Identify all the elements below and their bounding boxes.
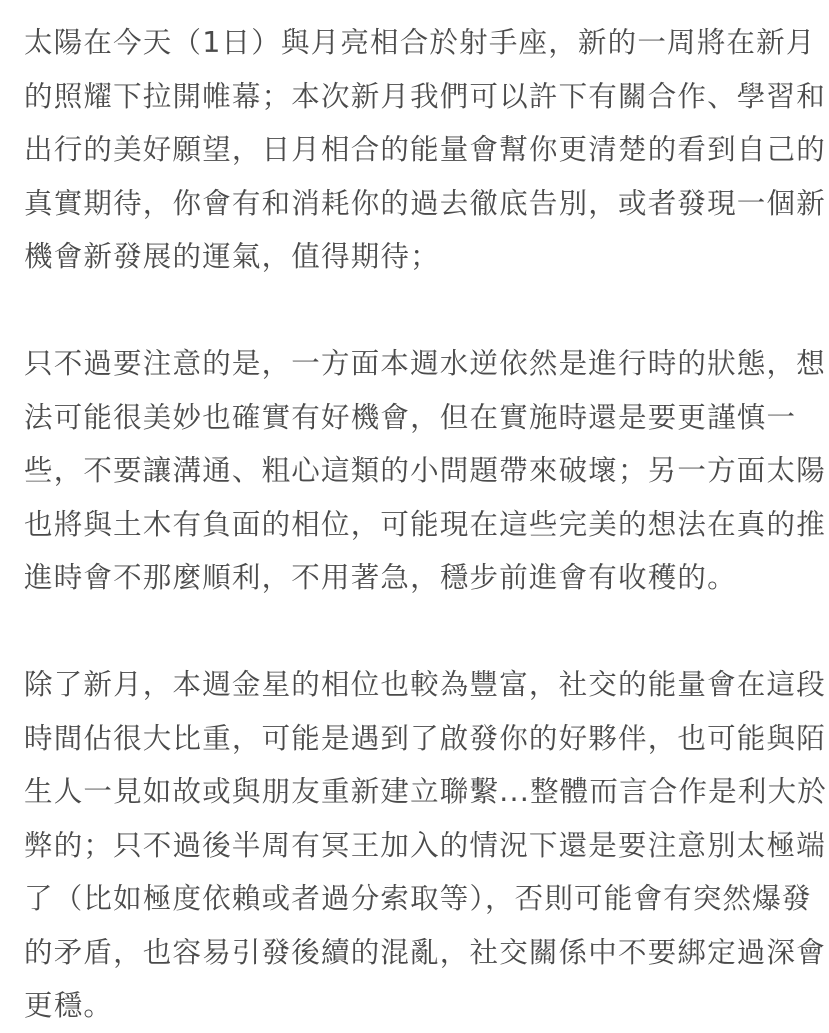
text-line: 出行的美好願望，日月相合的能量會幫你更清楚的看到自己的 [24,133,826,166]
text-line: 的矛盾，也容易引發後續的混亂，社交關係中不要綁定過深會 [24,935,826,969]
paragraph-spacer [24,605,824,659]
text-line: 了（比如極度依賴或者過分索取等），否則可能會有突然爆發 [24,882,812,915]
text-line: 進時會不那麼順利，不用著急，穩步前進會有收穫的。 [24,561,737,594]
text-line: 真實期待，你會有和消耗你的過去徹底告別，或者發現一個新 [24,186,826,220]
text-line: 時間佔很大比重，可能是遇到了啟發你的好夥伴，也可能與陌 [24,721,826,755]
paragraph-3 [24,658,827,1033]
text-line: 機會新發展的運氣，值得期待； [24,240,440,273]
text-line: 也將與土木有負面的相位，可能現在這些完美的想法在真的推 [24,507,826,541]
article-body [24,16,827,1033]
text-line: 些，不要讓溝通、粗心這類的小問題帶來破壞；另一方面太陽 [24,454,826,487]
text-line: 弊的；只不過後半周有冥王加入的情況下還是要注意別太極端 [24,828,826,862]
text-line: 生人一見如故或與朋友重新建立聯繫...整體而言合作是利大於 [24,775,827,808]
paragraph-spacer [24,284,824,338]
text-line: 的照耀下拉開帷幕；本次新月我們可以許下有關合作、學習和 [24,79,826,113]
text-line: 法可能很美妙也確實有好機會，但在實施時還是要更謹慎一 [24,400,797,434]
paragraph-2 [24,337,824,605]
text-line: 只不過要注意的是，一方面本週水逆依然是進行時的狀態，想 [24,347,826,380]
text-line: 除了新月，本週金星的相位也較為豐富，社交的能量會在這段 [24,668,826,701]
text-line: 太陽在今天（1日）與月亮相合於射手座，新的一周將在新月 [24,26,816,59]
paragraph-1 [24,16,824,284]
text-line: 更穩。 [24,989,114,1022]
